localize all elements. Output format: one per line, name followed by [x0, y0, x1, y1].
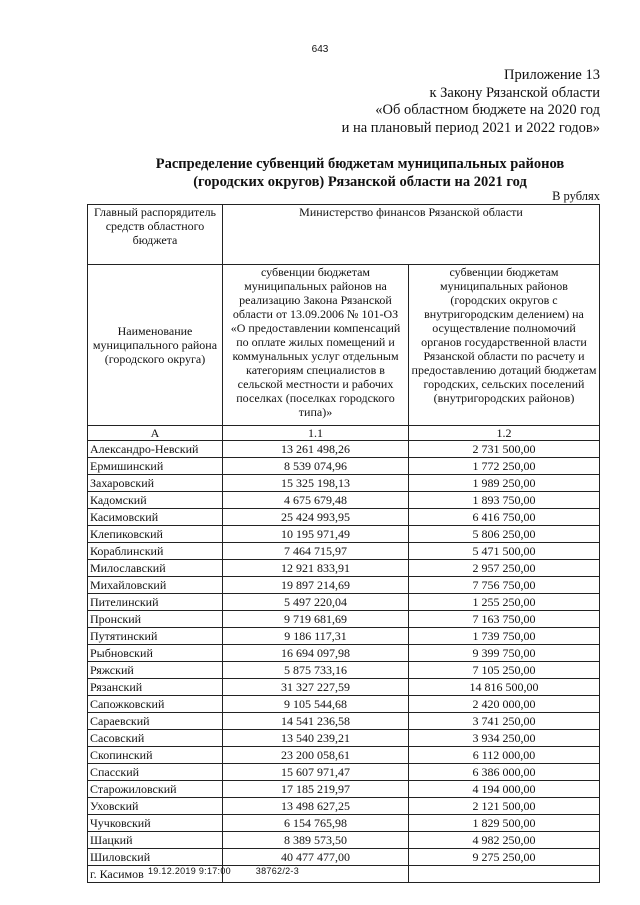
table-row — [88, 781, 600, 798]
subsidy-1-value-cell: 15 325 198,13 — [223, 475, 409, 492]
appendix-line-1: Приложение 13 — [504, 67, 600, 83]
subsidy-1-value-cell: 13 498 627,25 — [223, 798, 409, 815]
municipality-name-cell: Ермишинский — [88, 458, 223, 475]
municipality-name-cell: Пронский — [88, 611, 223, 628]
subsidy-2-value-cell: 7 105 250,00 — [409, 662, 600, 679]
municipality-name-cell: Сасовский — [88, 730, 223, 747]
municipality-name-cell: Шиловский — [88, 849, 223, 866]
municipality-name-cell: Спасский — [88, 764, 223, 781]
municipality-name-cell: Путятинский — [88, 628, 223, 645]
municipality-name-cell: Кораблинский — [88, 543, 223, 560]
municipality-name-cell: Пителинский — [88, 594, 223, 611]
header-subsidy-col-2: субвенции бюджетам муниципальных районов (городских округов с внутригородским делением) на осуществление полномочий органов государственной власти Рязанской области по расчету и предоставлению дотаций бюджетам городских, сельских поселений (внутригородских районов) — [409, 265, 600, 426]
table-row — [88, 577, 600, 594]
table-row — [88, 475, 600, 492]
municipality-name-cell: Ряжский — [88, 662, 223, 679]
subsidy-2-value-cell: 2 731 500,00 — [409, 441, 600, 458]
footer-doc-id: 38762/2-3 — [255, 866, 300, 876]
table-row — [88, 713, 600, 730]
subsidy-2-value-cell: 6 416 750,00 — [409, 509, 600, 526]
title-line-1: Распределение субвенций бюджетам муниципальных районов — [155, 156, 565, 172]
subsidy-1-value-cell: 17 185 219,97 — [223, 781, 409, 798]
subsidy-1-value-cell: 25 424 993,95 — [223, 509, 409, 526]
footer — [148, 866, 321, 876]
subsidy-2-value-cell: 1 739 750,00 — [409, 628, 600, 645]
code-1-1: 1.1 — [223, 426, 409, 441]
table-row — [88, 543, 600, 560]
subsidy-1-value-cell: 16 694 097,98 — [223, 645, 409, 662]
subsidy-1-value-cell: 10 195 971,49 — [223, 526, 409, 543]
subsidy-2-value-cell: 1 989 250,00 — [409, 475, 600, 492]
table-row — [88, 832, 600, 849]
table-row — [88, 747, 600, 764]
table-row — [88, 492, 600, 509]
subsidy-2-value-cell: 14 816 500,00 — [409, 679, 600, 696]
subsidy-1-value-cell: 6 154 765,98 — [223, 815, 409, 832]
table-row — [88, 764, 600, 781]
subsidy-1-value-cell: 13 540 239,21 — [223, 730, 409, 747]
subsidy-2-value-cell: 6 386 000,00 — [409, 764, 600, 781]
municipality-name-cell: Клепиковский — [88, 526, 223, 543]
header-ministry: Министерство финансов Рязанской области — [223, 205, 600, 265]
subsidy-2-value-cell: 9 399 750,00 — [409, 645, 600, 662]
municipality-name-cell: Чучковский — [88, 815, 223, 832]
subsidy-1-value-cell: 8 389 573,50 — [223, 832, 409, 849]
subsidy-1-value-cell: 13 261 498,26 — [223, 441, 409, 458]
subsidy-2-value-cell: 4 982 250,00 — [409, 832, 600, 849]
municipality-name-cell: Шацкий — [88, 832, 223, 849]
subsidy-1-value-cell: 9 186 117,31 — [223, 628, 409, 645]
subsidy-2-value-cell: 5 471 500,00 — [409, 543, 600, 560]
subsidy-1-value-cell: 14 541 236,58 — [223, 713, 409, 730]
document-title — [0, 155, 640, 191]
appendix-line-3: «Об областном бюджете на 2020 год — [375, 102, 600, 118]
appendix-line-2: к Закону Рязанской области — [429, 84, 600, 101]
subsidy-1-value-cell: 31 327 227,59 — [223, 679, 409, 696]
subsidy-2-value-cell: 1 255 250,00 — [409, 594, 600, 611]
subsidy-1-value-cell: 23 200 058,61 — [223, 747, 409, 764]
page-number: 643 — [311, 44, 329, 55]
subsidy-2-value-cell: 1 893 750,00 — [409, 492, 600, 509]
table-row — [88, 628, 600, 645]
table-row — [88, 798, 600, 815]
municipality-name-cell: Сараевский — [88, 713, 223, 730]
subsidy-1-value-cell: 8 539 074,96 — [223, 458, 409, 475]
subsidy-2-value-cell: 1 829 500,00 — [409, 815, 600, 832]
subsidy-1-value-cell: 40 477 477,00 — [223, 849, 409, 866]
subsidy-2-value-cell: 2 121 500,00 — [409, 798, 600, 815]
subsidy-2-value-cell: 5 806 250,00 — [409, 526, 600, 543]
table-row — [88, 509, 600, 526]
subsidy-1-value-cell: 9 719 681,69 — [223, 611, 409, 628]
subsidy-2-value-cell: 9 275 250,00 — [409, 849, 600, 866]
table-row — [88, 560, 600, 577]
table-row — [88, 730, 600, 747]
table-row — [88, 662, 600, 679]
municipality-name-cell: Уховский — [88, 798, 223, 815]
subsidy-2-value-cell: 4 194 000,00 — [409, 781, 600, 798]
subsidy-2-value-cell: 3 934 250,00 — [409, 730, 600, 747]
municipality-name-cell: Рыбновский — [88, 645, 223, 662]
title-line-2: (городских округов) Рязанской области на 2021 год — [193, 174, 527, 190]
header-row-distributor — [88, 205, 600, 265]
municipality-name-cell: Касимовский — [88, 509, 223, 526]
table-row — [88, 611, 600, 628]
header-subsidy-col-1: субвенции бюджетам муниципальных районов на реализацию Закона Рязанской области от 13.09.2006 № 101-ОЗ «О предоставлении компенсаций по оплате жилых помещений и коммунальных услуг отдельным категориям специалистов в сельской местности и рабочих поселках (поселках городского типа)» — [223, 265, 409, 426]
subsidy-2-value-cell: 2 957 250,00 — [409, 560, 600, 577]
subsidy-1-value-cell: 9 105 544,68 — [223, 696, 409, 713]
municipality-name-cell: Михайловский — [88, 577, 223, 594]
table-row — [88, 594, 600, 611]
code-a: А — [88, 426, 223, 441]
subsidy-1-value-cell: 12 921 833,91 — [223, 560, 409, 577]
subsidy-2-value-cell: 1 772 250,00 — [409, 458, 600, 475]
table-row — [88, 679, 600, 696]
subsidy-table — [87, 204, 600, 883]
subsidy-2-value-cell: 6 112 000,00 — [409, 747, 600, 764]
unit-label: В рублях — [552, 189, 600, 203]
appendix-heading — [342, 67, 600, 137]
subsidy-1-value-cell: 19 897 214,69 — [223, 577, 409, 594]
table-row — [88, 849, 600, 866]
subsidy-1-value-cell: 4 675 679,48 — [223, 492, 409, 509]
subsidy-2-value-cell — [409, 866, 600, 883]
subsidy-2-value-cell: 2 420 000,00 — [409, 696, 600, 713]
table-row — [88, 526, 600, 543]
header-main-distributor: Главный распорядитель средств областного бюджета — [88, 205, 223, 265]
municipality-name-cell: Милославский — [88, 560, 223, 577]
municipality-name-cell: Александро-Невский — [88, 441, 223, 458]
municipality-name-cell: Рязанский — [88, 679, 223, 696]
subsidy-2-value-cell: 7 756 750,00 — [409, 577, 600, 594]
table-row — [88, 441, 600, 458]
municipality-name-cell: г. Касимов — [88, 866, 223, 883]
appendix-line-4: и на плановый период 2021 и 2022 годов» — [341, 119, 600, 136]
municipality-name-cell: Скопинский — [88, 747, 223, 764]
subsidy-2-value-cell: 7 163 750,00 — [409, 611, 600, 628]
table-row — [88, 458, 600, 475]
subsidy-1-value-cell: 5 875 733,16 — [223, 662, 409, 679]
table-row — [88, 815, 600, 832]
subsidy-2-value-cell: 3 741 250,00 — [409, 713, 600, 730]
subsidy-1-value-cell: 5 497 220,04 — [223, 594, 409, 611]
municipality-name-cell: Захаровский — [88, 475, 223, 492]
municipality-name-cell: Старожиловский — [88, 781, 223, 798]
header-row-columns — [88, 265, 600, 426]
table-row — [88, 696, 600, 713]
table-row — [88, 645, 600, 662]
subsidy-1-value-cell: 7 464 715,97 — [223, 543, 409, 560]
municipality-name-cell: Сапожковский — [88, 696, 223, 713]
code-1-2: 1.2 — [409, 426, 600, 441]
subsidy-1-value-cell: 15 607 971,47 — [223, 764, 409, 781]
header-municipality-name: Наименование муниципального района (городского округа) — [88, 265, 223, 426]
municipality-name-cell: Кадомский — [88, 492, 223, 509]
code-row — [88, 426, 600, 441]
footer-timestamp: 19.12.2019 9:17:00 — [148, 866, 231, 876]
